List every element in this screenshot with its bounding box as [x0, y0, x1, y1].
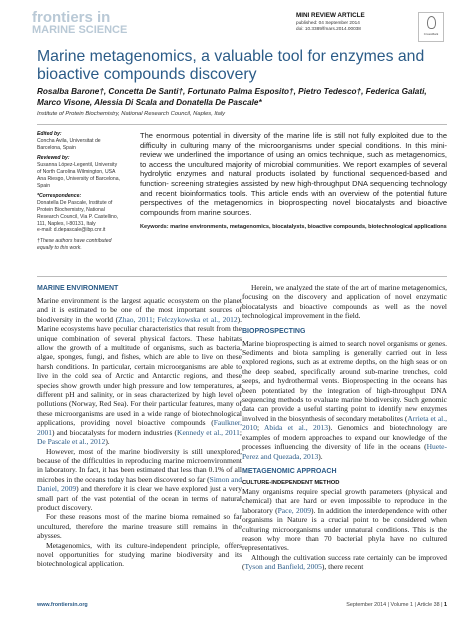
- edited-by-label: Edited by:: [37, 131, 62, 137]
- citation-link[interactable]: De Pascale et al., 2012: [37, 437, 106, 447]
- subsection-heading: CULTURE-INDEPENDENT METHOD: [242, 479, 340, 486]
- published-date: published: 04 September 2014: [296, 20, 360, 25]
- crossmark-badge[interactable]: [418, 12, 444, 42]
- right-column: [242, 283, 447, 572]
- citation-link[interactable]: Zhao, 2011: [118, 314, 153, 324]
- doi-link[interactable]: doi: 10.3389/fmars.2014.00038: [296, 25, 361, 31]
- correspondence-line: 111, Naples, I-80131, Italy: [37, 220, 96, 227]
- citation-link[interactable]: Faulkner, 2001: [37, 418, 242, 437]
- footer-website[interactable]: www.frontiersin.org: [37, 602, 88, 608]
- page-number: 1: [444, 602, 447, 608]
- paragraph: For these reasons most of the marine bioma remained so far uncultured, therefore the marine treasure still remains in the abysses.: [37, 512, 242, 541]
- paragraph: However, most of the marine biodiversity is still unexplored, because of the difficulties in reproducing marine microenvironment in laboratory. In fact, it has been estimated that less than 0.1% of all microbes in the oceans today has been discovered so far (Simon and Daniel, 2009) and therefore it is clear we have explored just a very small part of the vast potential of the ocean in terms of natural product discovery.: [37, 446, 242, 512]
- paragraph: Many organisms require special growth parameters (physical and chemical) that are hard or even impossible to reproduce in the laboratory (Pace, 2009). In addition the interdependence with other organisms in Nature is a crucial point to be considered when culturing microorganisms under unnatural conditions. This is the reason why more than 70 bacterial phyla have no cultured representatives.: [242, 486, 447, 553]
- reviewer-line: Spain: [37, 182, 51, 189]
- journal-subject: MARINE SCIENCE: [32, 24, 128, 36]
- edited-by-line: Concha Avila, Universitat de: [37, 137, 101, 144]
- article-type: MINI REVIEW ARTICLE: [296, 12, 365, 19]
- citation-link[interactable]: Tyson and Banfield, 2005: [244, 562, 322, 572]
- correspondence-line: Donatella De Pascale, Institute of: [37, 200, 113, 207]
- equal-contribution-note: †These authors have contributed: [37, 238, 112, 245]
- section-heading: METAGENOMIC APPROACH: [242, 467, 337, 475]
- citation-link[interactable]: Kennedy et al., 2011: [177, 427, 240, 437]
- correspondence-label: *Correspondence:: [37, 193, 82, 200]
- paragraph: Herein, we analyzed the state of the art of marine metagenomics, focusing on the discovery and application of novel enzymatic biocatalysts and bioactive compounds as well as the novel technological improvement in the field.: [242, 283, 447, 321]
- header-divider: [37, 124, 447, 125]
- paragraph: Although the cultivation success rate certainly can be improved (Tyson and Banfield, 2005), there recent: [242, 552, 447, 572]
- reviewer-line: Susanna López-Legentil, University: [37, 162, 118, 169]
- footer-issue: September 2014 | Volume 1 | Article 38 | 1: [346, 602, 447, 608]
- paragraph: Metagenomics, with its culture-independent principle, offers novel opportunities for studying marine biodiversity and its biotechnological application.: [37, 540, 242, 569]
- left-column: [37, 281, 242, 569]
- paragraph: Marine environment is the largest aquatic ecosystem on the planet and it is estimated to be one of the most important sources of biodiversity in the world (Zhao, 2011; Felczykowska et al., 2012). Marine ecosystems have peculiar characteristics that result from the unique combination of several physical factors. These habitats allow the growth of a multitude of organisms, such as bacteria, algae, sponges, fungi, and fishes, which are able to live on these harsh conditions. In particular, certain microorganisms are able to live in the cold sea of Arctic and Antarctic regions, and these species show growth under high pressure and low temperatures, at different pH and salinity, or in seas characterized by high level of pollutions (Norway, Red Sea). For their particular features, many of these microorganisms are used in a wide range of biotechnological applications, providing novel bioactive compounds (Faulkner, 2001) and biocatalysts for modern industries (Kennedy et al., 2011; De Pascale et al., 2012).: [37, 296, 243, 447]
- citation-link[interactable]: Felczykowska et al., 2012: [157, 314, 238, 324]
- reviewer-line: Ana Riesgo, University of Barcelona,: [37, 175, 120, 182]
- crossmark-label: CrossMark: [423, 32, 439, 36]
- correspondence-line: Research Council, Via P. Castellino,: [37, 213, 119, 220]
- citation-link[interactable]: Abida et al., 2013: [264, 423, 328, 433]
- crossmark-icon: [427, 16, 436, 29]
- article-meta: [296, 12, 414, 31]
- journal-logo: [32, 9, 146, 36]
- citation-link[interactable]: Arrieta et al., 2010: [242, 413, 447, 433]
- citation-link[interactable]: Pace, 2009: [277, 505, 311, 515]
- equal-contribution-note: equally to this work.: [37, 244, 82, 251]
- correspondence-email[interactable]: e-mail: d.depascale@ibp.cnr.it: [37, 227, 106, 234]
- affiliation: Institute of Protein Biochemistry, National Research Council, Naples, Italy: [37, 111, 226, 117]
- paragraph: Marine bioprospecting is aimed to search novel organisms or genes. Sediments and biota sampling is generally carried out in less explored regions, such as at extreme depths, on the high seas or on the deep seabed, specifically around sub-marine trenches, cold seeps, and hydrothermal vents. Bioprospecting in the oceans has been potentiated by the integration of high-throughput DNA sequencing methods to evaluate marine biodiversity. Such genomic data can provide a useful starting point to identify new enzymes involved in the biosynthesis of secondary metabolites (Arrieta et al., 2010; Abida et al., 2013). Genomics and biotechnology are examples of modern approaches to expand our knowledge of the processes influencing the diversity of life in the oceans (Huete-Perez and Quezada, 2013).: [242, 338, 447, 461]
- reviewed-by-label: Reviewed by:: [37, 155, 70, 162]
- citation-link[interactable]: Huete-Perez and Quezada, 2013: [242, 442, 447, 461]
- journal-name: frontiers in: [32, 9, 111, 26]
- keywords: Keywords: marine environments, metagenomics, biocatalysts, bioactive compounds, biotechnological applications: [140, 224, 447, 230]
- edited-by-line: Barcelona, Spain: [37, 144, 76, 151]
- article-title: Marine metagenomics, a valuable tool for enzymes and bioactive compounds discovery: [37, 48, 425, 84]
- section-heading: BIOPROSPECTING: [242, 327, 306, 335]
- reviewer-line: of North Carolina Wilmington, USA: [37, 168, 116, 175]
- abstract: The enormous potential in diversity of the marine life is still not fully exploited due to the difficulty in culturing many of the microorganisms under special conditions. In this mini-review we underlined the importance of using an omics technique, such as metagenomics, to access the uncultured majority of microbial communities. We report examples of several hydrolytic enzymes and natural products isolated by functional sequenced-based and function- screening strategies assisted by new high-throughput DNA sequencing technology and recent bioinformatics tools. This article ends with an overview of the potential future perspectives of the metagenomics in bioprospecting novel biocatalysts and bioactive compounds from marine sources.: [140, 131, 447, 217]
- abstract-divider: [37, 276, 447, 277]
- section-heading: MARINE ENVIRONMENT: [37, 285, 119, 292]
- correspondence-line: Protein Biochemistry, National: [37, 206, 105, 213]
- sidebar: [37, 131, 129, 252]
- author-list: Rosalba Barone†, Concetta De Santi†, Fortunato Palma Esposito†, Pietro Tedesco†, Federica Galati, Marco Visone, Alessia Di Scala and Donatella De Pascale*: [37, 87, 427, 107]
- citation-link[interactable]: Simon and Daniel, 2009: [37, 474, 242, 494]
